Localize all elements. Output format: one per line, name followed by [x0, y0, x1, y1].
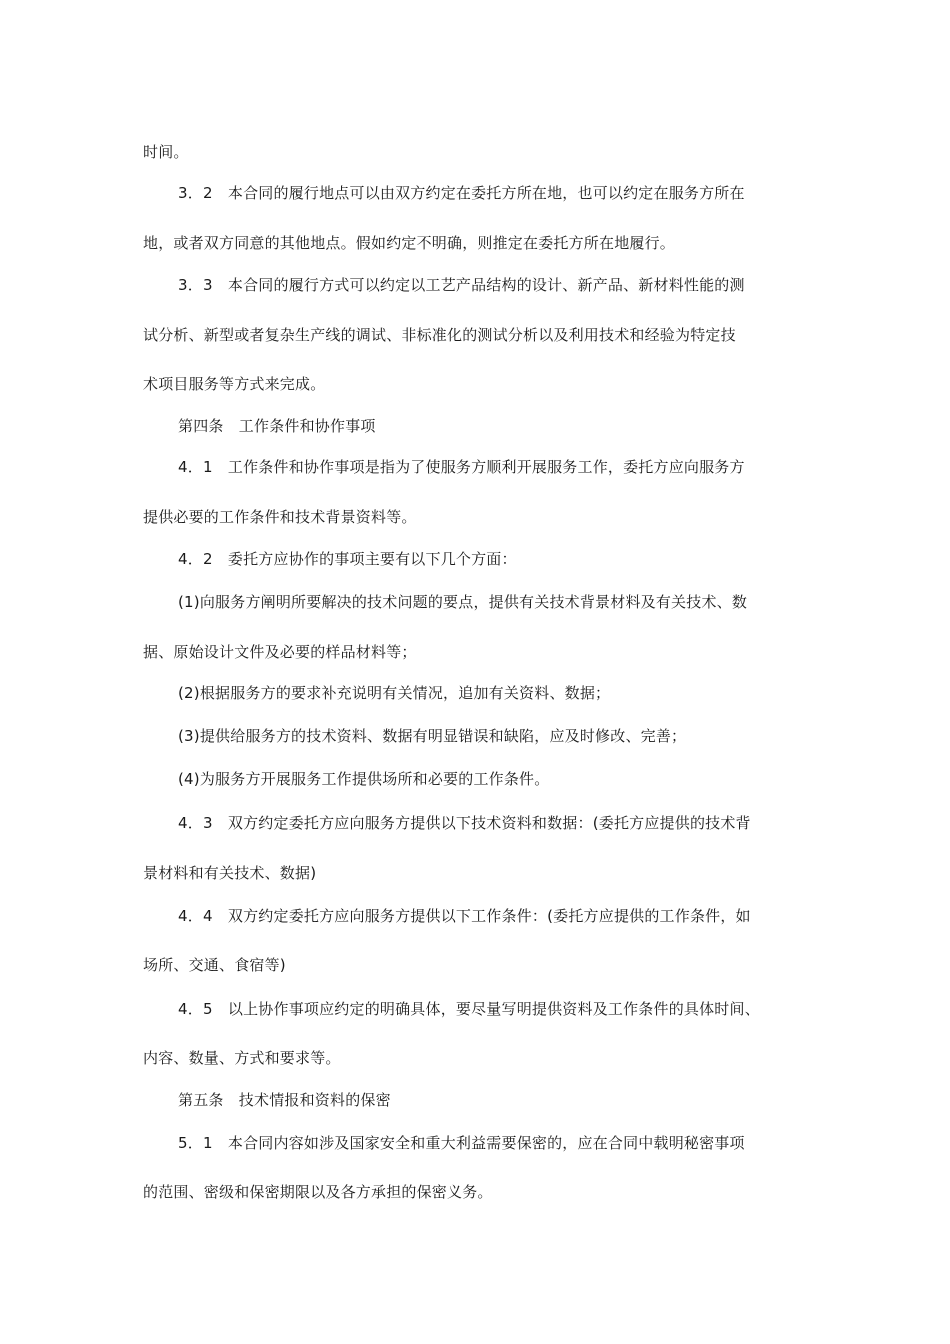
- clause-3-3: 3．3 本合同的履行方式可以约定以工艺产品结构的设计、新产品、新材料性能的测: [178, 276, 745, 294]
- clause-4-1: 4．1 工作条件和协作事项是指为了使服务方顺利开展服务工作，委托方应向服务方: [178, 458, 745, 476]
- clause-4-4: 4．4 双方约定委托方应向服务方提供以下工作条件：(委托方应提供的工作条件，如: [178, 907, 751, 925]
- clause-4-5: 4．5 以上协作事项应约定的明确具体，要尽量写明提供资料及工作条件的具体时间、: [178, 1000, 760, 1018]
- article-4-heading: 第四条 工作条件和协作事项: [178, 417, 376, 435]
- text-line: 术项目服务等方式来完成。: [143, 375, 326, 393]
- text-line: 内容、数量、方式和要求等。: [143, 1049, 341, 1067]
- article-5-heading: 第五条 技术情报和资料的保密: [178, 1091, 391, 1109]
- text-line: 景材料和有关技术、数据): [143, 864, 317, 882]
- text-line: 时间。: [143, 143, 189, 161]
- text-line: 试分析、新型或者复杂生产线的调试、非标准化的测试分析以及利用技术和经验为特定技: [143, 326, 736, 344]
- list-item-1: (1)向服务方阐明所要解决的技术问题的要点，提供有关技术背景材料及有关技术、数: [178, 593, 748, 611]
- text-line: 据、原始设计文件及必要的样品材料等；: [143, 643, 417, 661]
- list-item-4: (4)为服务方开展服务工作提供场所和必要的工作条件。: [178, 770, 550, 788]
- clause-5-1: 5．1 本合同内容如涉及国家安全和重大利益需要保密的，应在合同中载明秘密事项: [178, 1134, 745, 1152]
- clause-4-3: 4．3 双方约定委托方应向服务方提供以下技术资料和数据：(委托方应提供的技术背: [178, 814, 751, 832]
- text-line: 提供必要的工作条件和技术背景资料等。: [143, 508, 417, 526]
- list-item-2: (2)根据服务方的要求补充说明有关情况，追加有关资料、数据；: [178, 684, 611, 702]
- list-item-3: (3)提供给服务方的技术资料、数据有明显错误和缺陷，应及时修改、完善；: [178, 727, 687, 745]
- text-line: 场所、交通、食宿等): [143, 956, 286, 974]
- text-line: 的范围、密级和保密期限以及各方承担的保密义务。: [143, 1183, 493, 1201]
- text-line: 地，或者双方同意的其他地点。假如约定不明确，则推定在委托方所在地履行。: [143, 234, 676, 252]
- clause-4-2: 4．2 委托方应协作的事项主要有以下几个方面：: [178, 550, 517, 568]
- clause-3-2: 3．2 本合同的履行地点可以由双方约定在委托方所在地，也可以约定在服务方所在: [178, 184, 745, 202]
